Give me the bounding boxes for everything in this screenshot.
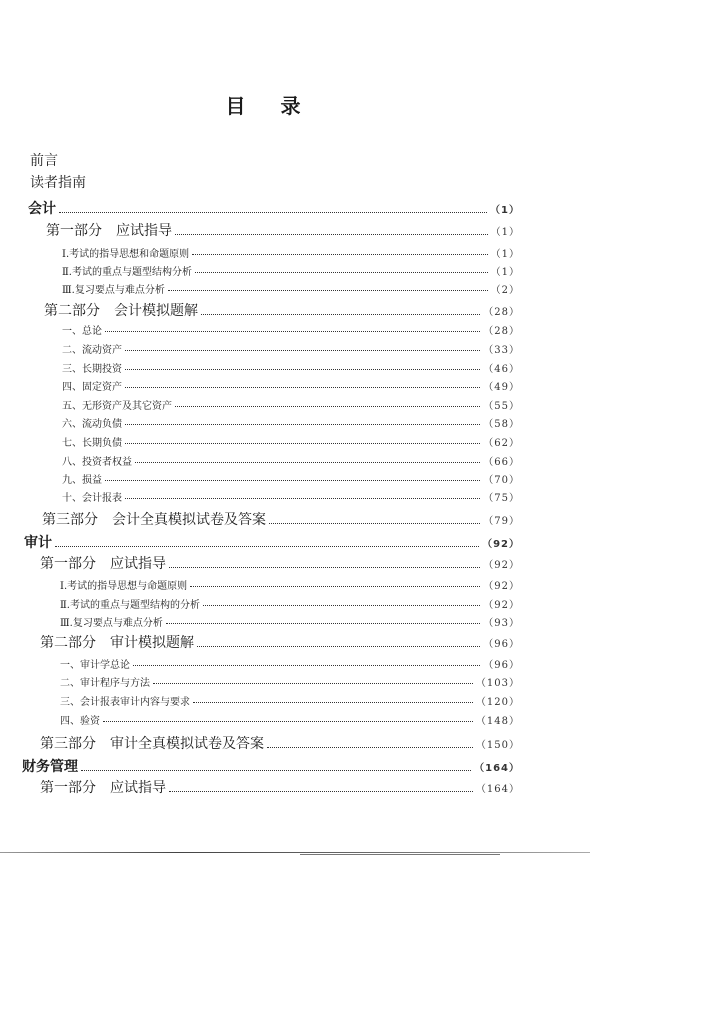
toc-entry-label: 七、长期负债 <box>62 438 122 449</box>
toc-entry <box>62 281 520 296</box>
dot-leader <box>195 272 488 273</box>
dot-leader <box>169 791 473 792</box>
dot-leader <box>153 683 473 684</box>
toc-entry-label: 第二部分 会计模拟题解 <box>44 303 198 319</box>
toc-entry <box>62 360 520 375</box>
toc-entry-label: Ⅲ.复习要点与难点分析 <box>60 618 163 629</box>
toc-entry-page-number: （150） <box>475 740 520 751</box>
toc-entry-page-number: （75） <box>483 493 520 504</box>
toc-entry <box>30 150 58 170</box>
toc-entry-page-number: （33） <box>483 345 520 356</box>
toc-entry-label: 会计 <box>28 201 56 217</box>
toc-entry-label: 三、会计报表审计内容与要求 <box>60 697 190 708</box>
toc-entry <box>28 198 520 218</box>
toc-entry-label: Ⅰ.考试的指导思想和命题原则 <box>62 249 190 260</box>
toc-entry <box>60 596 520 611</box>
dot-leader <box>201 314 480 315</box>
toc-entry <box>62 263 520 278</box>
dot-leader <box>135 462 480 463</box>
toc-entry <box>62 322 520 337</box>
toc-entry <box>40 733 520 753</box>
dot-leader <box>203 605 480 606</box>
toc-entry-page-number: （28） <box>483 307 520 318</box>
dot-leader <box>197 646 480 647</box>
toc-entry-label: 三、长期投资 <box>62 364 122 375</box>
toc-entry-label: 第二部分 审计模拟题解 <box>40 635 194 651</box>
toc-entry-page-number: （120） <box>475 697 520 708</box>
dot-leader <box>125 424 480 425</box>
toc-entry <box>40 777 520 797</box>
bottom-rule <box>0 852 590 853</box>
dot-leader <box>269 523 480 524</box>
dot-leader <box>166 623 480 624</box>
toc-entry-label: 八、投资者权益 <box>62 457 132 468</box>
toc-entry-label: 一、总论 <box>62 326 102 337</box>
toc-entry <box>24 532 520 552</box>
dot-leader <box>169 567 480 568</box>
toc-entry-page-number: （1） <box>490 205 520 216</box>
toc-entry-label: 审计 <box>24 535 52 551</box>
toc-entry-label: 九、损益 <box>62 475 102 486</box>
toc-entry-page-number: （28） <box>483 326 520 337</box>
toc-entry-label: 读者指南 <box>30 175 86 191</box>
bottom-rule-segment <box>300 854 500 855</box>
toc-entry-page-number: （96） <box>483 660 520 671</box>
toc-entry <box>60 614 520 629</box>
toc-entry-page-number: （46） <box>483 364 520 375</box>
dot-leader <box>125 369 480 370</box>
toc-entry-label: Ⅲ.复习要点与难点分析 <box>62 285 165 296</box>
toc-entry-label: Ⅰ.考试的指导思想与命题原则 <box>60 581 188 592</box>
dot-leader <box>175 406 480 407</box>
toc-entry <box>60 712 520 727</box>
toc-entry-label: 六、流动负债 <box>62 419 122 430</box>
toc-entry-page-number: （49） <box>483 382 520 393</box>
toc-entry <box>62 453 520 468</box>
toc-entry-label: 一、审计学总论 <box>60 660 130 671</box>
dot-leader <box>190 586 480 587</box>
toc-entry-page-number: （92） <box>483 600 520 611</box>
toc-entry-page-number: （79） <box>483 516 520 527</box>
dot-leader <box>55 546 479 547</box>
toc-entry-label: 第一部分 应试指导 <box>40 780 166 796</box>
toc-entry-label: 前言 <box>30 153 58 169</box>
toc-entry <box>62 341 520 356</box>
toc-entry-label: Ⅱ.考试的重点与题型结构的分析 <box>60 600 200 611</box>
toc-entry-page-number: （1） <box>490 249 520 260</box>
toc-entry <box>62 378 520 393</box>
dot-leader <box>193 702 473 703</box>
toc-entry <box>62 489 520 504</box>
toc-entry-label: 五、无形资产及其它资产 <box>62 401 172 412</box>
toc-entry-label: 第一部分 应试指导 <box>40 556 166 572</box>
toc-entry <box>30 172 86 192</box>
toc-entry <box>62 434 520 449</box>
toc-entry-page-number: （66） <box>483 457 520 468</box>
toc-entry-page-number: （92） <box>483 560 520 571</box>
dot-leader <box>125 498 480 499</box>
dot-leader <box>133 665 480 666</box>
toc-entry <box>22 756 520 776</box>
toc-entry-label: 四、固定资产 <box>62 382 122 393</box>
toc-entry-label: 二、流动资产 <box>62 345 122 356</box>
toc-entry <box>40 553 520 573</box>
dot-leader <box>267 747 473 748</box>
toc-entry-label: 第三部分 会计全真模拟试卷及答案 <box>42 512 266 528</box>
dot-leader <box>125 350 480 351</box>
toc-entry-page-number: （92） <box>482 539 520 550</box>
toc-entry <box>62 415 520 430</box>
toc-entry <box>44 300 520 320</box>
dot-leader <box>125 443 480 444</box>
toc-entry <box>60 577 520 592</box>
toc-entry-label: 二、审计程序与方法 <box>60 678 150 689</box>
toc-entry-page-number: （164） <box>474 763 520 774</box>
toc-entry <box>62 471 520 486</box>
dot-leader <box>105 480 480 481</box>
toc-entry-page-number: （93） <box>483 618 520 629</box>
dot-leader <box>175 234 488 235</box>
toc-entry <box>60 656 520 671</box>
toc-entry <box>62 397 520 412</box>
dot-leader <box>125 387 480 388</box>
toc-entry-page-number: （1） <box>490 227 520 238</box>
toc-entry <box>60 693 520 708</box>
toc-entry-label: 四、验资 <box>60 716 100 727</box>
toc-entry-label: 第三部分 审计全真模拟试卷及答案 <box>40 736 264 752</box>
toc-entry <box>62 245 520 260</box>
dot-leader <box>168 290 488 291</box>
dot-leader <box>59 212 487 213</box>
toc-entry <box>60 674 520 689</box>
toc-entry-label: Ⅱ.考试的重点与题型结构分析 <box>62 267 192 278</box>
toc-entry-page-number: （2） <box>490 285 520 296</box>
toc-entry <box>42 509 520 529</box>
toc-entry-page-number: （96） <box>483 639 520 650</box>
toc-entry-label: 十、会计报表 <box>62 493 122 504</box>
toc-entry-page-number: （62） <box>483 438 520 449</box>
toc-entry-page-number: （92） <box>483 581 520 592</box>
dot-leader <box>81 770 471 771</box>
dot-leader <box>103 721 473 722</box>
toc-entry-label: 第一部分 应试指导 <box>46 223 172 239</box>
toc-entry <box>46 220 520 240</box>
toc-entry-label: 财务管理 <box>22 759 78 775</box>
dot-leader <box>105 331 480 332</box>
toc-entry-page-number: （1） <box>490 267 520 278</box>
dot-leader <box>192 254 487 255</box>
toc-entry-page-number: （164） <box>475 784 520 795</box>
toc-entry-page-number: （55） <box>483 401 520 412</box>
toc-entry-page-number: （148） <box>475 716 520 727</box>
toc-entry <box>40 632 520 652</box>
page-title: 目 录 <box>225 94 315 118</box>
toc-entry-page-number: （70） <box>483 475 520 486</box>
toc-entry-page-number: （58） <box>483 419 520 430</box>
toc-entry-page-number: （103） <box>475 678 520 689</box>
